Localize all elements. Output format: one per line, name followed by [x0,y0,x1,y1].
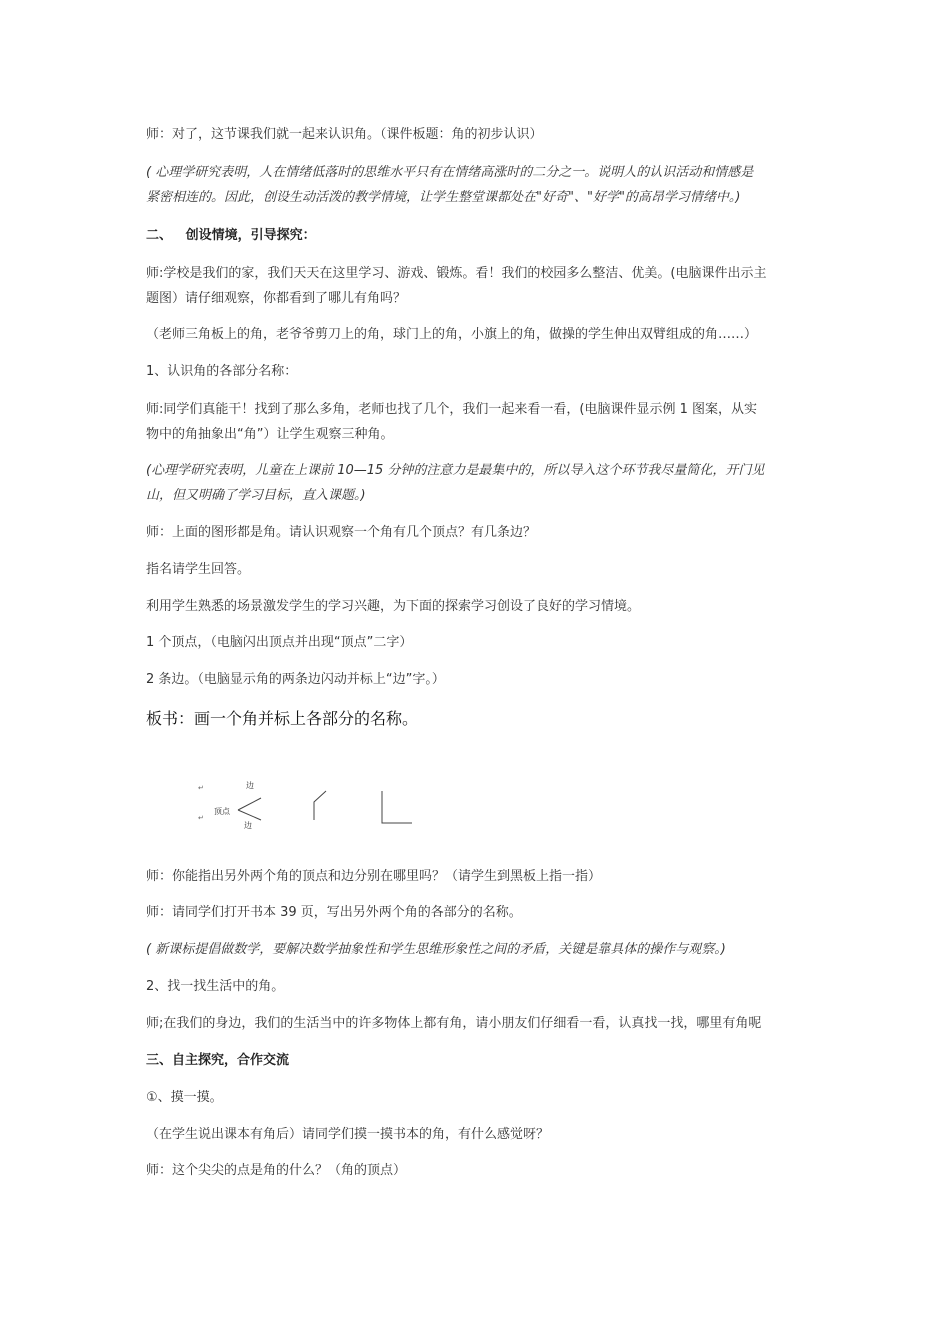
psychology-note-2-line2: 山，但又明确了学习目标，直入课题。) [146,488,366,503]
label-vertex: 顶点 [214,807,230,816]
paragraph-point-out: 师：你能指出另外两个角的顶点和边分别在哪里吗？（请学生到黑板上指一指） [146,869,602,884]
curriculum-note: ( 新课标提倡做数学，要解决数学抽象性和学生思维形象性之间的矛盾，关键是靠具体的操作与观察。) [146,942,726,957]
paragraph-class-title: 师：对了，这节课我们就一起来认识角。（课件板题：角的初步认识） [146,127,543,142]
section-heading-3: 三、自主探究，合作交流 [146,1053,290,1068]
psychology-note-2-line1: (心理学研究表明，儿童在上课前 10—15 分钟的注意力是最集中的，所以导入这个环节我尽量简化，开门见 [146,463,765,478]
paragraph-life-angles: 师;在我们的身边，我们的生活当中的许多物体上都有角，请小朋友们仔细看一看，认真找一找，哪里有角呢 [146,1016,762,1031]
paragraph-angles-found: （老师三角板上的角，老爷爷剪刀上的角，球门上的角，小旗上的角，做操的学生伸出双臂组成的角……） [146,327,758,342]
paragraph-example-line2: 物中的角抽象出“角”）让学生观察三种角。 [146,427,394,442]
paragraph-edges: 2 条边。（电脑显示角的两条边闪动并标上“边”字。） [146,672,445,687]
label-edge-bottom: 边 [244,821,252,830]
blackboard-heading: 板书：画一个角并标上各部分的名称。 [146,709,419,728]
paragraph-question: 师：上面的图形都是角。请认识观察一个角有几个顶点？有几条边？ [146,525,537,540]
section-heading-2: 二、 创设情境，引导探究： [146,228,316,243]
label-edge-top: 边 [246,781,254,790]
psychology-note-1-line1: ( 心理学研究表明，人在情绪低落时的思维水平只有在情绪高涨时的二分之一。说明人的认识活动和情感是 [146,165,754,180]
angle-1-labeled [238,798,261,820]
paragraph-campus-line2: 题图）请仔细观察，你都看到了哪儿有角吗？ [146,291,407,306]
subheading-find-angles: 2、找一找生活中的角。 [146,979,285,994]
paragraph-answer-call: 指名请学生回答。 [146,562,251,577]
paragraph-touch-book: （在学生说出课本有角后）请同学们摸一摸书本的角，有什么感觉呀？ [146,1127,550,1142]
paragraph-mark-icon: ↵ [198,814,204,822]
paragraph-textbook: 师：请同学们打开书本 39 页，写出另外两个角的各部分的名称。 [146,905,522,920]
paragraph-campus-line1: 师:学校是我们的家，我们天天在这里学习、游戏、锻炼。看！我们的校园多么整洁、优美。(电脑课件出示主 [146,266,767,281]
psychology-note-1-line2: 紧密相连的。因此，创设生动活泼的教学情境，让学生整堂课都处在"好奇"、"好学"的高昂学习情绪中。) [146,190,741,205]
angle-3-right [382,791,412,823]
paragraph-vertex-question: 师：这个尖尖的点是角的什么？（角的顶点） [146,1163,407,1178]
subheading-angle-parts: 1、认识角的各部分名称： [146,364,298,379]
angle-2-obtuse [314,791,326,820]
paragraph-vertex: 1 个顶点，（电脑闪出顶点并出现“顶点”二字） [146,635,413,650]
paragraph-example-line1: 师:同学们真能干！找到了那么多角，老师也找了几个，我们一起来看一看，(电脑课件显示例 1 图案，从实 [146,402,757,417]
paragraph-interest: 利用学生熟悉的场景激发学生的学习兴趣，为下面的探索学习创设了良好的学习情境。 [146,599,641,614]
angle-shapes [198,778,438,838]
angle-diagram [198,778,438,838]
subheading-touch: ①、摸一摸。 [146,1090,223,1105]
paragraph-mark-icon: ↵ [198,784,204,792]
